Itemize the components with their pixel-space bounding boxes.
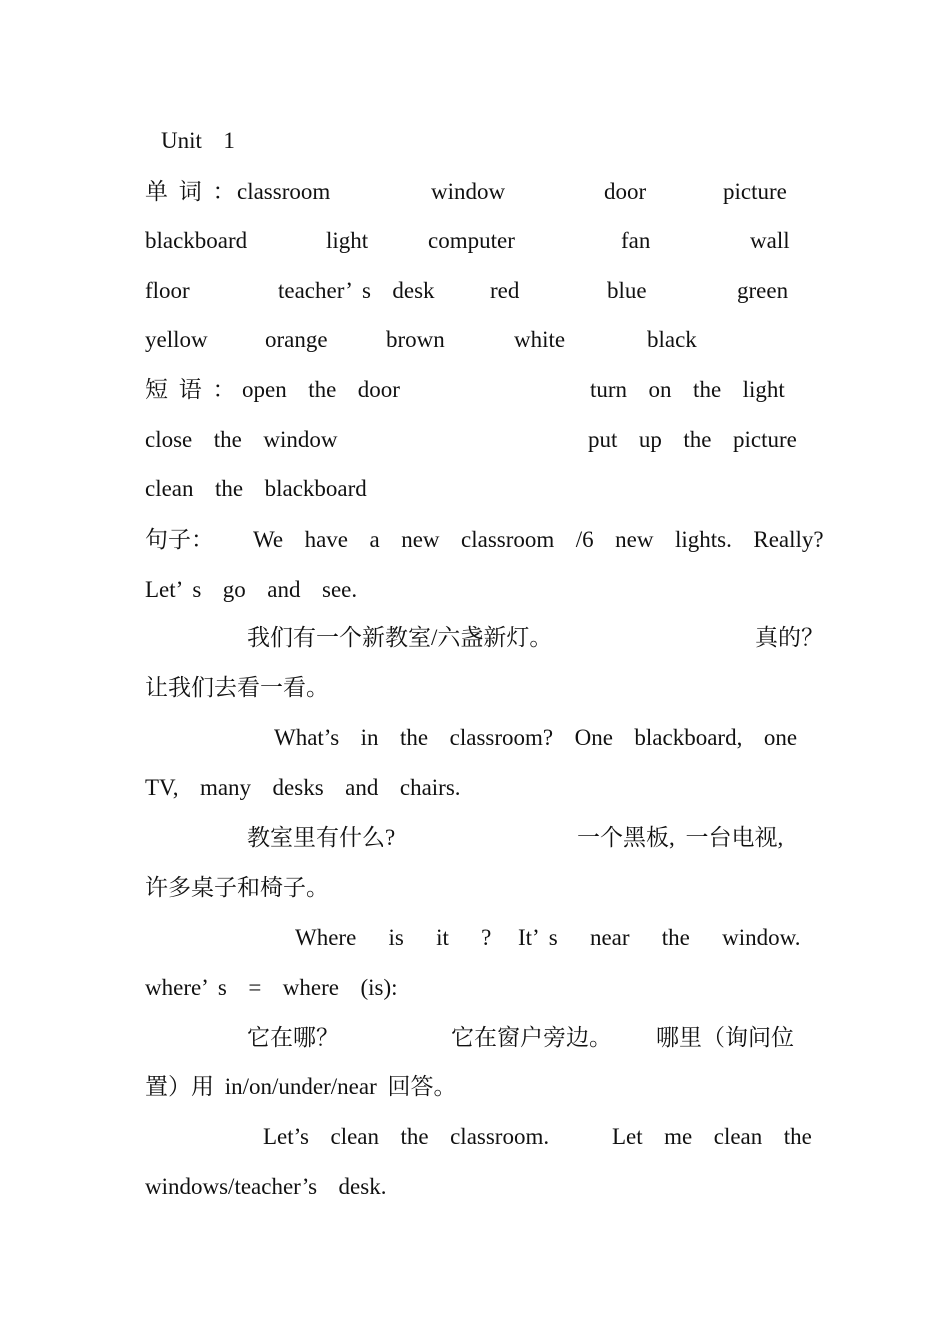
phrase: close the window: [145, 427, 338, 452]
vocab-word: floor: [145, 278, 190, 303]
sentence-line: 许多桌子和椅子。: [145, 875, 329, 900]
sentence-line: What’s in the classroom? One blackboard, one: [274, 725, 798, 750]
phrase: open the door: [242, 377, 400, 402]
sentences-label: 句子：: [145, 527, 214, 552]
vocab-word: brown: [386, 327, 445, 352]
sentence-line: Let’s clean the classroom.: [263, 1124, 550, 1149]
sentence-line: TV, many desks and chairs.: [145, 775, 461, 800]
vocab-word: green: [737, 278, 789, 303]
sentence-line: 一个黑板, 一台电视,: [577, 825, 784, 850]
vocab-word: door: [604, 179, 647, 204]
vocab-word: window: [431, 179, 506, 204]
sentence-line: It’ s near the window.: [518, 925, 801, 950]
vocab-word: wall: [750, 228, 790, 253]
unit-title: Unit 1: [161, 128, 235, 153]
sentence-line: 置）用 in/on/under/near 回答。: [145, 1074, 457, 1099]
sentence-line: We have a new classroom /6 new lights. Really?: [253, 527, 824, 552]
sentence-line: Where is it ?: [295, 925, 492, 950]
vocabulary-label: 单 词 ：: [145, 179, 236, 204]
vocab-word: yellow: [145, 327, 208, 352]
sentence-line: 哪里（询问位: [656, 1025, 794, 1050]
sentence-line: 教室里有什么?: [247, 825, 396, 850]
phrase: put up the picture: [588, 427, 797, 452]
sentence-line: 真的？: [755, 625, 824, 650]
vocab-word: blackboard: [145, 228, 248, 253]
vocab-word: computer: [428, 228, 515, 253]
sentence-line: Let’ s go and see.: [145, 577, 358, 602]
sentence-line: Let me clean the: [612, 1124, 812, 1149]
vocab-word: orange: [265, 327, 328, 352]
sentence-line: 我们有一个新教室/六盏新灯。: [247, 625, 553, 650]
sentence-line: where’ s = where (is):: [145, 975, 398, 1000]
vocab-word: black: [647, 327, 697, 352]
sentence-line: 它在哪？: [247, 1025, 339, 1050]
vocab-word: teacher’ s desk: [278, 278, 435, 303]
sentence-line: windows/teacher’s desk.: [145, 1174, 387, 1199]
vocab-word: blue: [607, 278, 647, 303]
vocab-word: white: [514, 327, 566, 352]
phrase: clean the blackboard: [145, 476, 367, 501]
sentence-line: 让我们去看一看。: [145, 675, 329, 700]
phrases-label: 短 语 ：: [145, 377, 236, 402]
vocab-word: fan: [621, 228, 651, 253]
vocab-word: classroom: [237, 179, 331, 204]
vocab-word: picture: [723, 179, 787, 204]
vocab-word: light: [326, 228, 369, 253]
phrase: turn on the light: [590, 377, 785, 402]
vocab-word: red: [490, 278, 520, 303]
sentence-line: 它在窗户旁边。: [451, 1025, 612, 1050]
